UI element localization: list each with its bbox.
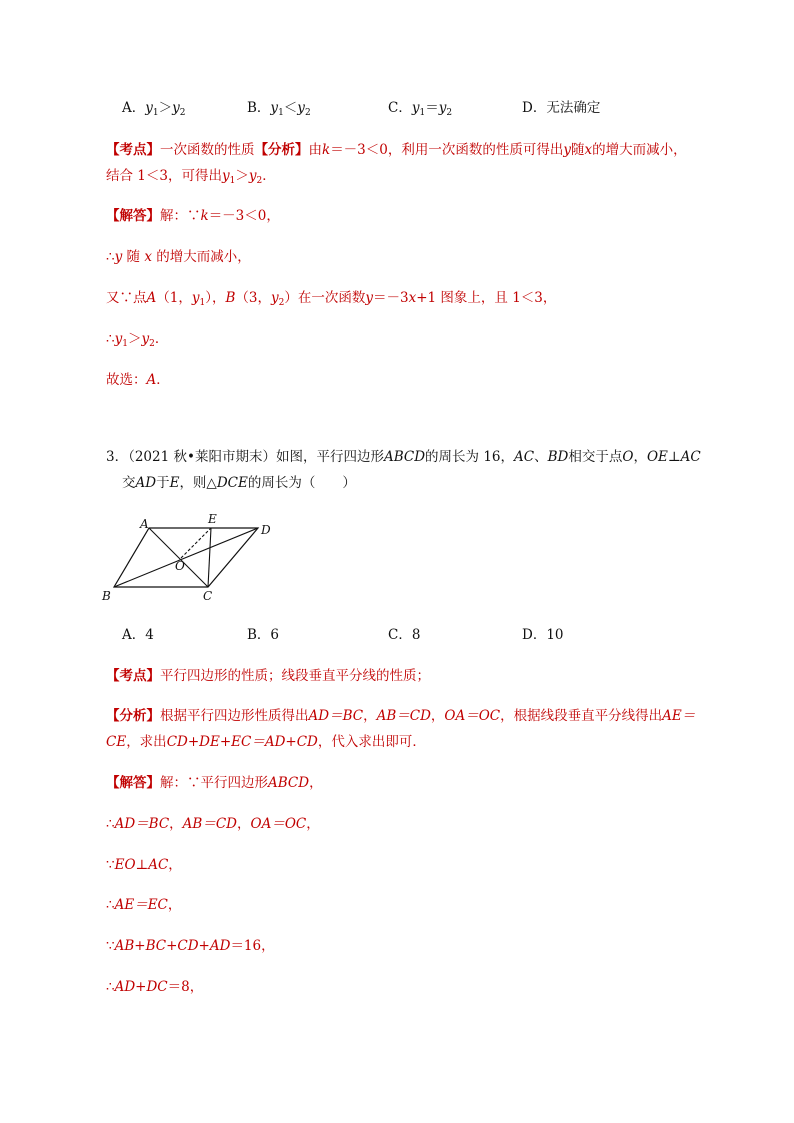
parallelogram-figure xyxy=(100,512,280,607)
label-c: C xyxy=(203,589,213,603)
q2-fenxi-line2: 结合 1＜3，可得出$y_1>y_2$． xyxy=(106,168,276,186)
label-a: A xyxy=(140,517,149,531)
q2-option-c: C．$y_1=y_2$ xyxy=(388,100,453,118)
q3-jieda-line4: ∴AE＝EC， xyxy=(106,897,182,913)
q3-fenxi-line1: 【分析】根据平行四边形性质得出AD＝BC，AB＝CD，OA＝OC，根据线段垂直平分线得出AE＝ xyxy=(106,708,696,724)
q3-option-b: B．6 xyxy=(247,627,280,643)
diagonal-bd xyxy=(114,528,258,587)
q3-jieda-line1: 【解答】解：∵平行四边形ABCD， xyxy=(106,775,323,791)
q3-option-d: D．10 xyxy=(522,627,564,643)
label-o: O xyxy=(175,559,185,573)
q2-option-b: B．$y_1<y_2$ xyxy=(247,100,311,118)
q2-option-a: A．$y_1>y_2$ xyxy=(122,100,186,118)
segment-ec xyxy=(208,528,211,587)
q3-kaodian: 【考点】平行四边形的性质；线段垂直平分线的性质； xyxy=(106,668,430,684)
label-b: B xyxy=(102,589,111,603)
q2-option-d: D．无法确定 xyxy=(522,100,601,116)
q3-jieda-line3: ∵EO⊥AC， xyxy=(106,857,182,873)
q3-jieda-line2: ∴AD＝BC，AB＝CD，OA＝OC， xyxy=(106,816,320,832)
diagonal-ac xyxy=(149,528,208,587)
label-e: E xyxy=(208,512,217,526)
label-d: D xyxy=(261,523,271,537)
q2-jieda-line4: $\therefore y_1>y_2$． xyxy=(106,331,169,349)
q3-jieda-line5: ∵AB+BC+CD+AD＝16， xyxy=(106,938,275,954)
q3-fenxi-line2: CE，求出CD+DE+EC＝AD+CD，代入求出即可． xyxy=(106,734,426,750)
q2-jieda-line1: 【解答】解：∵k＝－3＜0， xyxy=(106,208,280,224)
q3-stem-line2: 交AD于E，则△DCE的周长为（ ） xyxy=(122,475,356,491)
q2-jieda-line3: 又∵点A（1，$y_1$），B（3，$y_2$）在一次函数y＝－3x+1 图象上，且 1＜3， xyxy=(106,290,557,308)
q3-option-c: C．8 xyxy=(388,627,421,643)
q2-jieda-line5: 故选：A． xyxy=(106,372,170,388)
q3-stem-line1: 3．（2021 秋•莱阳市期末）如图，平行四边形ABCD的周长为 16，AC、BD相交于点O，OE⊥AC xyxy=(106,449,701,465)
q2-jieda-line2: ∴y 随 x 的增大而减小， xyxy=(106,249,251,265)
q2-kaodian-fenxi: 【考点】一次函数的性质【分析】由k＝－3＜0，利用一次函数的性质可得出y随x的增大而减小， xyxy=(106,142,687,158)
q3-option-a: A．4 xyxy=(122,627,154,643)
q3-jieda-line6: ∴AD+DC＝8， xyxy=(106,979,204,995)
